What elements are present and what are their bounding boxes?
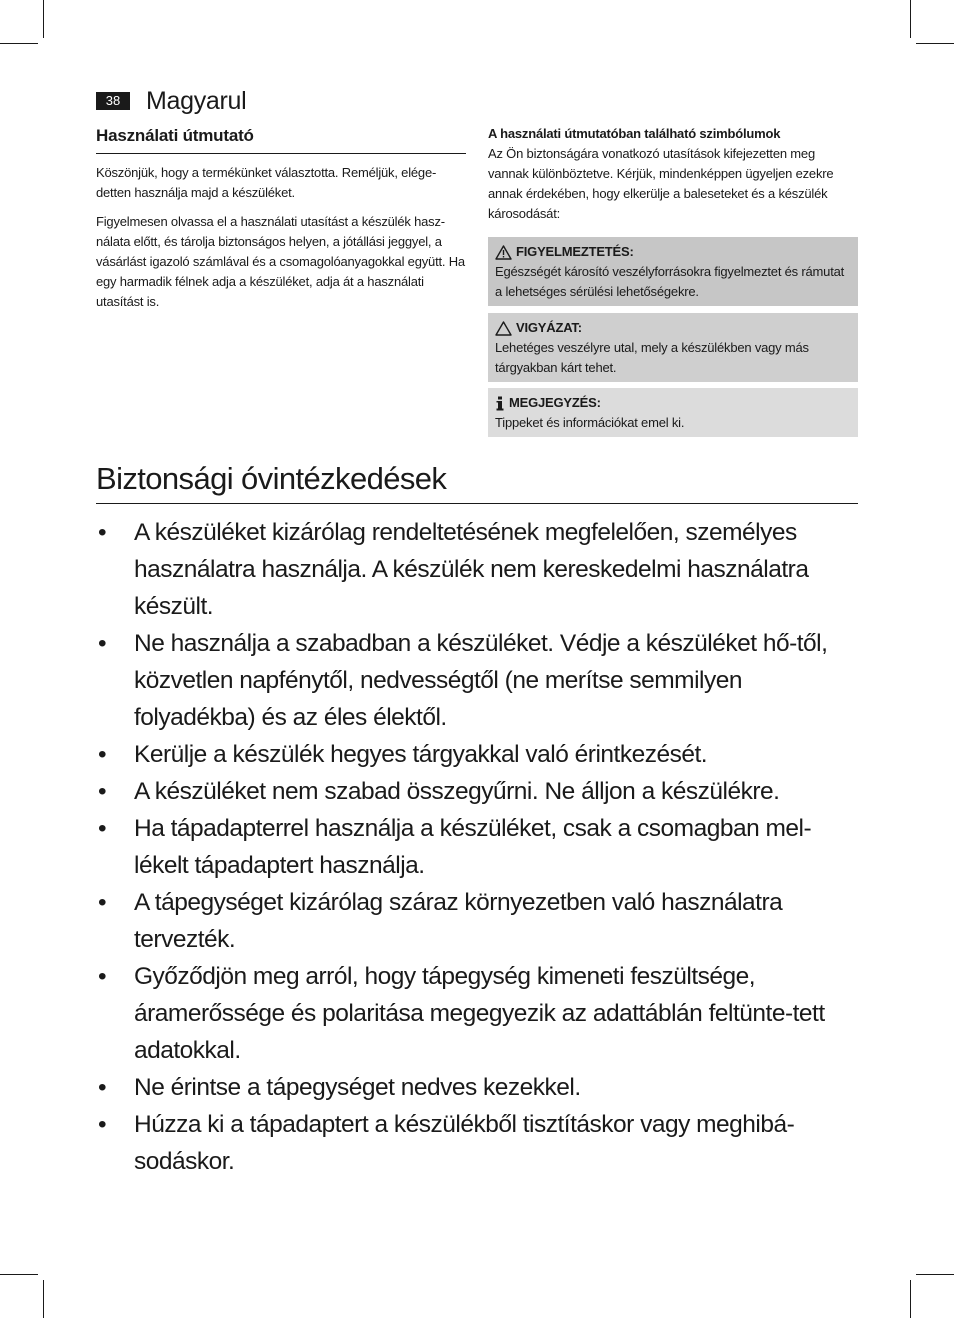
- bullet-icon: •: [98, 889, 107, 916]
- crop-mark-top-right-h: [916, 43, 954, 44]
- intro-paragraph: Figyelmesen olvassa el a használati utasítást a készülék hasz-nálata előtt, és tárolja biztonságos helyen, a jótállási jeggyel, a vásárlást igazoló számlával és a csomagolóanyagokkal együtt. Ha egy harmadik félnek adja a készüléket, adja át a használati utasítást is.: [96, 214, 465, 309]
- page-number: 38: [96, 92, 130, 110]
- crop-mark-bottom-left-h: [0, 1274, 38, 1275]
- list-item: [96, 1106, 858, 1180]
- warning-triangle-icon: [495, 245, 512, 260]
- list-item: [96, 514, 858, 625]
- list-item: [96, 958, 858, 1069]
- warning-label: FIGYELMEZTETÉS:: [516, 244, 634, 259]
- info-icon: [495, 396, 505, 411]
- list-item-text: Kerülje a készülék hegyes tárgyakkal való érintkezését.: [134, 741, 708, 768]
- bullet-icon: •: [98, 963, 107, 990]
- list-item: [96, 810, 858, 884]
- list-item-text: Húzza ki a tápadaptert a készülékből tisztításkor vagy meghibá-sodáskor.: [134, 1111, 795, 1175]
- symbols-description: Az Ön biztonságára vonatkozó utasítások kifejezetten meg vannak különböztetve. Kérjük, mindenképpen ügyeljen ezekre annak érdekében, hogy elkerülje a baleseteket és a készülék károsodását:: [488, 146, 834, 221]
- bullet-icon: •: [98, 1111, 107, 1138]
- warning-box: [488, 237, 858, 306]
- list-item-text: Ha tápadapterrel használja a készüléket, csak a csomagban mel-lékelt tápadaptert használja.: [134, 815, 812, 879]
- symbols-section: [488, 124, 858, 437]
- caution-text: Lehetéges veszélyre utal, mely a készülékben vagy más tárgyakban kárt tehet.: [495, 340, 809, 375]
- list-item: [96, 625, 858, 736]
- crop-mark-bottom-left-v: [43, 1280, 44, 1318]
- note-label: MEGJEGYZÉS:: [509, 395, 601, 410]
- note-text: Tippeket és információkat emel ki.: [495, 415, 685, 430]
- bullet-icon: •: [98, 815, 107, 842]
- list-item-text: A tápegységet kizárólag száraz környezetben való használatra tervezték.: [134, 889, 783, 953]
- bullet-icon: •: [98, 630, 107, 657]
- crop-mark-top-left-v: [43, 0, 44, 38]
- list-item-text: A készüléket nem szabad összegyűrni. Ne álljon a készülékre.: [134, 778, 780, 805]
- language-heading: Magyarul: [146, 87, 247, 115]
- bullet-icon: •: [98, 741, 107, 768]
- bullet-icon: •: [98, 519, 107, 546]
- safety-list: [96, 514, 858, 1180]
- list-item: [96, 736, 858, 773]
- caution-label: VIGYÁZAT:: [516, 320, 582, 335]
- intro-paragraph: Köszönjük, hogy a termékünket választotta. Reméljük, elége-detten használja majd a készüléket.: [96, 165, 437, 200]
- bullet-icon: •: [98, 1074, 107, 1101]
- crop-mark-bottom-right-v: [910, 1280, 911, 1318]
- list-item-text: Ne használja a szabadban a készüléket. Védje a készüléket hő-től, közvetlen napfénytől, nedvességtől (ne merítse semmilyen folyadékba) és az éles élektől.: [134, 630, 828, 731]
- note-box: [488, 388, 858, 437]
- safety-section: [96, 458, 858, 1180]
- caution-box: [488, 313, 858, 382]
- manual-title: Használati útmutató: [96, 124, 466, 154]
- crop-mark-bottom-right-h: [916, 1274, 954, 1275]
- bullet-icon: •: [98, 778, 107, 805]
- list-item: [96, 1069, 858, 1106]
- safety-title: Biztonsági óvintézkedések: [96, 458, 858, 504]
- symbols-title: A használati útmutatóban található szimbólumok: [488, 126, 781, 141]
- crop-mark-top-right-v: [910, 0, 911, 38]
- list-item-text: A készüléket kizárólag rendeltetésének megfelelően, személyes használatra használja. A készülék nem kereskedelmi használatra készült.: [134, 519, 809, 620]
- warning-text: Egészségét károsító veszélyforrásokra figyelmeztet és rámutat a lehetséges sérülési lehetőségekre.: [495, 264, 845, 299]
- list-item: [96, 773, 858, 810]
- list-item: [96, 884, 858, 958]
- caution-triangle-icon: [495, 321, 512, 336]
- crop-mark-top-left-h: [0, 43, 38, 44]
- list-item-text: Győződjön meg arról, hogy tápegység kimeneti feszültsége, áramerőssége és polaritása megegyezik az adattáblán feltünte-tett adatokkal.: [134, 963, 825, 1064]
- list-item-text: Ne érintse a tápegységet nedves kezekkel.: [134, 1074, 581, 1101]
- manual-intro-section: [96, 124, 466, 312]
